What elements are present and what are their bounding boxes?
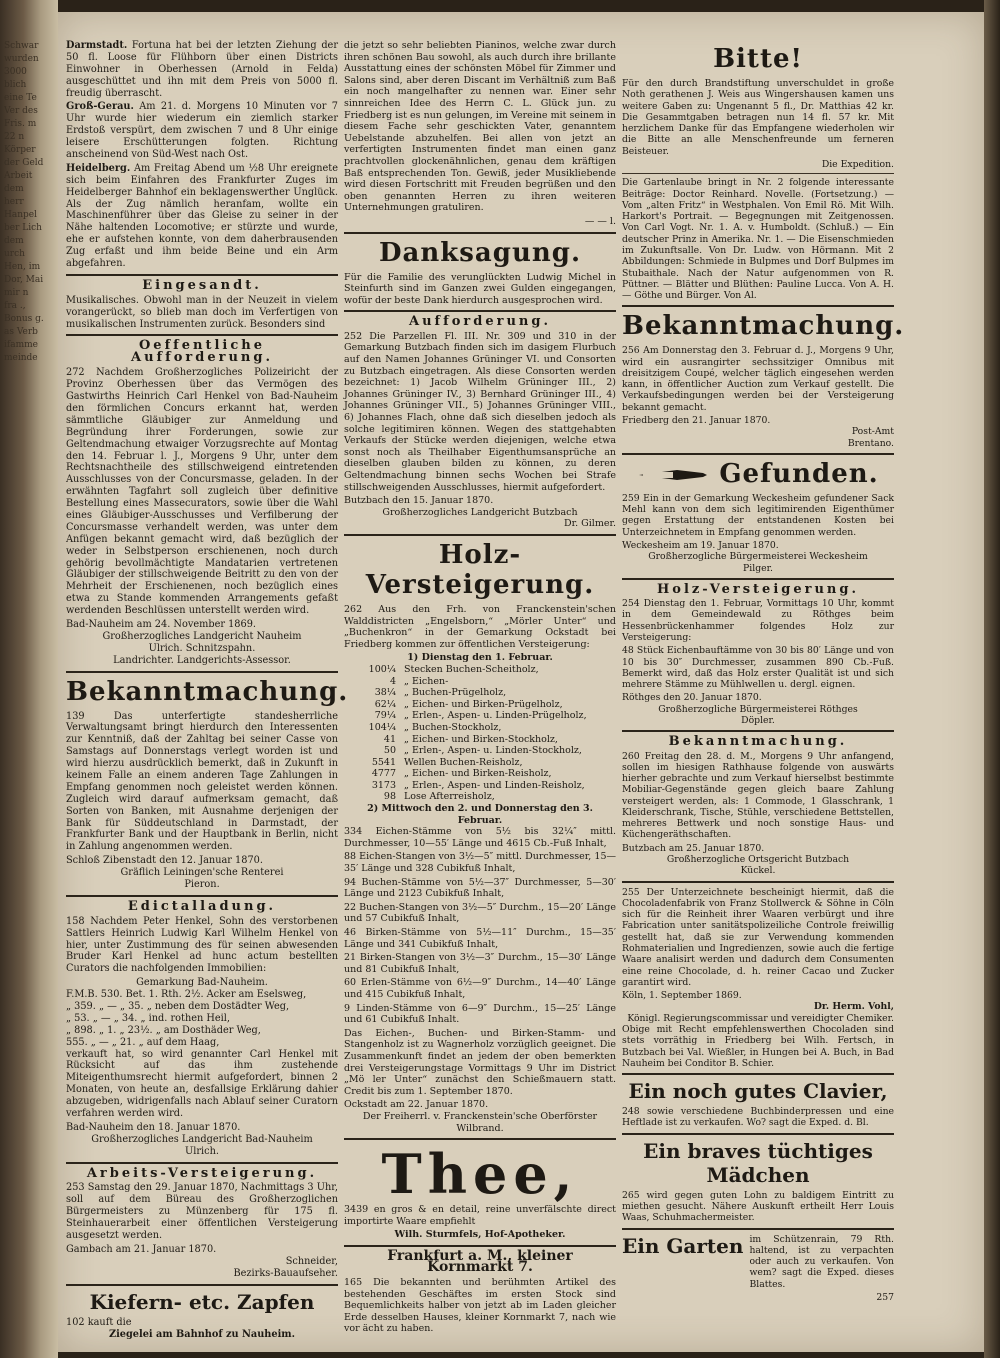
eingesandt-text: Musikalisches. Obwohl man in der Neuzeit in vielem vorangerückt, so blieb man doch im Verfertigen von musikalischen Instrumenten zurück. Besonders sind	[66, 294, 338, 330]
page-shadow	[984, 0, 1000, 1358]
aufforderung-text: 272 Nachdem Großherzogliches Polizeiricht der Provinz Oberhessen über das Vermögen des Gastwirths Heinrich Carl Henkel von Bad-Nauheim den förmlichen Concurs erkannt hat, werden sämmtliche Gläubiger zur Anmeldung und Begründung ihrer Forderungen, sowie zur Geltendmachung etwaiger Vorzugsrechte auf Montag den 14. Februar l. J., Morgens 9 Uhr, unter dem Rechtsnachtheile des stillschweigend eintretenden Ausschlusses von der Concursmasse, geladen. In der erwähnten Tagfahrt soll zugleich über definitive Bestellung eines Massecurators, sowie über die Wahl eines Gläubiger-Ausschusses und Verfilberung der Concursmasse verhandelt werden, was unter dem Anfügen bekannt gemacht wird, daß bezüglich der weder in Selbstperson erschienenen, noch durch gehörig bevollmächtigte Mandatarien vertretenen Gläubiger der stillschweigende Beitritt zu den von der Mehrheit der Erschienenen, noch bezüglich eines etwa zu Stande kommenden Arrangements gefaßt werdenden Beschlüssen unterstellt werden wird.	[66, 367, 338, 617]
bekanntmachung4-heading: Bekanntmachung.	[668, 734, 848, 750]
holz-lot	[344, 745, 616, 757]
edge-text: Schwar wurden 3000 blich eine Te Ver des Fris. m 22 n Körper der Geld Arbeit dem herr Hanpel ber Lich dem urch Hen, im Dor, Mai mir n fra ., Bonus g. as Verb ifamme meinde	[4, 41, 44, 363]
kiefern-text2: Ziegelei am Bahnhof zu Nauheim.	[108, 1328, 296, 1340]
divider	[622, 730, 894, 732]
aufforderung-roles: Landrichter. Landgerichts-Assessor.	[113, 654, 291, 666]
eingesandt-heading: Eingesandt.	[142, 277, 262, 293]
stollwerck-date: Köln, 1. September 1869.	[622, 990, 742, 1002]
page-number: 257	[876, 1291, 894, 1303]
kiefern-heading: Kiefern- etc. Zapfen	[89, 1289, 315, 1314]
divider	[344, 534, 616, 536]
holz-stem-lot: 88 Eichen-Stangen von 3½—5″ mittl. Durchmesser, 15—35′ Länge und 328 Cubikfuß Inhalt,	[344, 851, 616, 875]
arbeits-date: Gambach am 21. Januar 1870.	[66, 1243, 217, 1255]
bekanntmachung-date: Schloß Zibenstadt den 12. Januar 1870.	[66, 855, 263, 867]
holz-stem-lot: 21 Birken-Stangen von 3½—3″ Durchm., 15—30′ Länge und 81 Cubikfuß Inhalt,	[344, 952, 616, 975]
holz-lot-desc: „ Eichen- und Birken-Reisholz,	[404, 768, 552, 780]
edictal-lot: F.M.B. 530. Bet. 1. Rth. 2½. Acker am Eselsweg,	[66, 989, 307, 1001]
aufforderung2-sig: Großherzogliches Landgericht Butzbach	[382, 506, 578, 518]
holz2-name: Döpler.	[741, 714, 775, 726]
divider	[344, 232, 616, 234]
news-item	[66, 101, 338, 160]
aufforderung2-date: Butzbach den 15. Januar 1870.	[344, 495, 494, 507]
holz-lot	[344, 710, 616, 722]
divider	[622, 305, 894, 307]
divider	[622, 881, 894, 883]
stollwerck-text2: Obige mit Recht empfehlenswerthen Chocoladen sind stets vorräthig in Friedberg bei Wilh. Fertsch, in Butzbach bei Val. Wießler, in Hungen bei A. Buch, in Bad Nauheim bei Conditor B. Schier.	[622, 1023, 894, 1069]
holz-lot	[344, 780, 616, 792]
pointing-hand-icon	[637, 464, 709, 486]
holz-stem-lot: 46 Birken-Stämme von 5½—11″ Durchm., 15—35′ Länge und 341 Cubikfuß Inhalt,	[344, 927, 616, 950]
holz-lot-qty: 62¼	[374, 698, 396, 710]
column-1	[66, 40, 349, 1340]
book-edge	[0, 0, 58, 1358]
news-place: Darmstadt.	[66, 40, 128, 51]
holz-lot-qty: 98	[383, 791, 396, 803]
news-item	[66, 40, 338, 99]
holz-lot-qty: 100¼	[368, 663, 396, 675]
gefunden-title: Gefunden.	[719, 458, 879, 489]
gefunden-heading	[622, 459, 894, 489]
danksagung-text: Für die Familie des verunglückten Ludwig Michel in Steinfurth sind im Ganzen zwei Gulden eingegangen, wofür der beste Dank hierdurch ausgesprochen wird.	[344, 271, 616, 306]
holz-lot	[344, 699, 616, 711]
holz-day2: 2) Mittwoch den 2. und Donnerstag den 3. Februar.	[367, 803, 593, 826]
holz-day1: 1) Dienstag den 1. Februar.	[407, 652, 553, 664]
bekanntmachung-text: 139 Das unterfertigte standesherrliche Verwaltungsamt bringt hierdurch den Interessenten zur Kenntniß, daß der Zahltag bei seiner Casse von Samstags auf Donnerstags verlegt worden ist und wird hierzu ausdrücklich bemerkt, daß in Zukunft in keinem Falle an einem anderen Tage Zahlungen in Empfang genommen noch geleistet werden können. Zugleich wird darauf aufmerksam gemacht, daß Sorten von Banken, mit Ausnahme derjenigen der Bank für Süddeutschland in Darmstadt, der Frankfurter Bank und der Hauptbank in Berlin, nicht in Zahlung angenommen werden.	[66, 710, 338, 853]
arbeits-role: Bezirks-Bauaufseher.	[233, 1267, 338, 1279]
bekanntmachung-heading: Bekanntmachung.	[66, 676, 349, 707]
aufforderung2-text: 252 Die Parzellen Fl. III. Nr. 309 und 310 in der Gemarkung Butzbach finden sich im dasigem Flurbuch auf den Namen Johannes Grüninger VI. und Consorten zu Butzbach eingetragen. Als diese Consorten werden bezeichnet: 1) Jacob Wilhelm Grüninger III., 2) Johannes Grüninger IV., 3) Bernhard Grüninger III., 4) Johannes Grüninger VII., 5) Johannes Grüninger VIII., 6) Johannes Flach, ohne daß sich dieselben jedoch als solche legitimiren können. Wegen des stattgehabten Verkaufs der Stücke werden diejenigen, welche etwa sonst noch als Theilhaber Eigenthumsansprüche an dieselben glauben bilden zu können, zu deren Geltendmachung binnen sechs Wochen bei Strafe stillschweigenden Ausschlusses, hiermit aufgefordert.	[344, 330, 616, 493]
holz2-heading: Holz-Versteigerung.	[657, 581, 859, 597]
holz-lot	[344, 734, 616, 746]
holz2-sig: Großherzogliche Bürgermeisterei Röthges	[658, 703, 858, 715]
holz-lot-desc: „ Erlen-, Aspen- u. Linden-Prügelholz,	[404, 710, 587, 722]
bekanntmachung3-text: 256 Am Donnerstag den 3. Februar d. J., Morgens 9 Uhr, wird ein ausrangirter sechssitziger Omnibus mit dreisitzigem Coupé, welcher täglich eingesehen werden kann, in öffentlicher Auction zum Verkauf gestellt. Die Verkaufsbedingungen werden bei der Versteigerung bekannt gemacht.	[622, 345, 894, 413]
aufforderung2-name: Dr. Gilmer.	[564, 518, 616, 530]
bitte-sig: Die Expedition.	[821, 158, 894, 170]
maedchen-heading: Ein braves tüchtiges Mädchen	[643, 1138, 873, 1187]
divider	[622, 578, 894, 580]
newspaper-page	[58, 12, 984, 1352]
holz-lot-desc: „ Eichen-	[404, 675, 449, 687]
holz-stem-lot: 60 Erlen-Stämme von 6½—9″ Durchm., 14—40′ Länge und 415 Cubikfuß Inhalt,	[344, 977, 616, 1000]
edictal-text: 158 Nachdem Peter Henkel, Sohn des verstorbenen Sattlers Heinrich Ludwig Karl Wilhelm Henkel von hier, unter Zustimmung des für seinen abwesenden Bruder Karl Henkel ad hunc actum bestellten Curators die nachfolgenden Immobilien:	[66, 915, 338, 975]
holz-lot	[344, 676, 616, 688]
arbeits-heading: Arbeits-Versteigerung.	[86, 1165, 318, 1181]
edictal-text2: verkauft hat, so wird genannter Carl Henkel mit Rücksicht auf das ihm zustehende Miteigenthumsrecht hiermit aufgefordert, binnen 2 Monaten, von heute an, desfallsige Erklärung dahier abzugeben, widrigenfalls nach Ablauf seiner Curatorn verfahren werden wird.	[66, 1048, 338, 1120]
holz-lot-desc: „ Eichen- und Birken-Stockholz,	[404, 733, 558, 745]
bitte-text: Für den durch Brandstiftung unverschuldet in große Noth gerathenen J. Weis aus Wingershausen kamen uns weitere Gaben zu: Ungenannt 5 fl., Dr. Matthias 42 kr. Die Gesammtgaben betragen nun 14 fl. 57 kr. Mit herzlichem Danke für das Empfangene wiederholen wir die Bitte an alle Menschenfreunde um ferneren Beisteuer.	[622, 78, 894, 157]
holz-lot-desc: „ Buchen-Prügelholz,	[404, 687, 507, 699]
aufforderung2-heading: Aufforderung.	[409, 314, 551, 330]
clavier-text: 248 sowie verschiedene Buchbinderpressen und eine Heftlade ist zu verkaufen. Wo? sagt die Exped. d. Bl.	[622, 1106, 894, 1129]
holz-lot-desc: „ Buchen-Stockholz,	[404, 721, 502, 733]
news-text: Am Freitag Abend um ½8 Uhr ereignete sich beim Einfahren des Frankfurter Zuges im Heidelberger Bahnhof ein beklagenswerther Unglück. Als der Zug nämlich heranfam, wollte ein Maschinenführer über das Gleise zu seiner in der Nähe haltenden Locomotive; er stürzte und wurde, ehe er aufstehen konnte, von dem daherbrausenden Zug erfaßt und ihm beide Beine und ein Arm abgefahren.	[66, 162, 338, 270]
holz-lot-qty: 4777	[371, 768, 396, 780]
holz-lot	[344, 722, 616, 734]
column-2	[344, 40, 616, 1337]
gefunden-text: 259 Ein in der Gemarkung Weckesheim gefundener Sack Mehl kann von dem sich legitimirenden Eigenthümer gegen Erstattung der entstandenen Kosten bei Unterzeichnetem in Empfang genommen werden.	[622, 492, 894, 538]
aufforderung-heading: Oeffentliche Aufforderung.	[131, 338, 273, 366]
holz-lot	[344, 757, 616, 769]
bekanntmachung3-name: Brentano.	[847, 437, 894, 449]
gefunden-sig: Großherzogliche Bürgermeisterei Weckesheim	[648, 551, 868, 563]
holz-text: 262 Aus den Frh. von Franckenstein'schen Walddistricten „Engelsborn,“ „Mörler Unter“ und „Buchenkron“ in der Gemarkung Ockstadt bei Friedberg kommen zur öffentlichen Versteigerung:	[344, 603, 616, 650]
divider	[66, 671, 338, 673]
holz-lots	[344, 664, 616, 803]
holz-lot-desc: Lose Afterreisholz,	[404, 791, 495, 803]
bekanntmachung3-heading: Bekanntmachung.	[622, 311, 905, 342]
column-3	[622, 40, 905, 1303]
divider	[622, 1228, 894, 1230]
holz2-text: 254 Dienstag den 1. Februar, Vormittags 10 Uhr, kommt in dem Gemeindewald zu Röthges beim Hessenbrückenhammer folgendes Holz zur Versteigerung:	[622, 598, 894, 643]
divider	[344, 1138, 616, 1140]
bekanntmachung3-sig: Post-Amt	[851, 426, 894, 438]
garten-ad	[622, 1234, 894, 1292]
aufforderung-date: Bad-Nauheim am 24. November 1869.	[66, 618, 257, 630]
bekanntmachung4-sig: Großherzogliche Ortsgericht Butzbach	[666, 854, 850, 866]
aufforderung-court: Großherzogliches Landgericht Nauheim	[102, 630, 302, 642]
bekanntmachung4-date: Butzbach am 25. Januar 1870.	[622, 842, 765, 854]
edictal-lots	[66, 989, 338, 1048]
edictal-date: Bad-Nauheim den 18. Januar 1870.	[66, 1121, 241, 1133]
thee-heading: Thee,	[381, 1142, 579, 1207]
holz-lot-qty: 79¼	[374, 710, 396, 722]
holz-stem-lot: 334 Eichen-Stämme von 5½ bis 32¼″ mittl. Durchmesser, 10—55′ Länge und 4615 Cb.-Fuß Inhalt,	[344, 826, 616, 849]
bekanntmachung3-date: Friedberg den 21. Januar 1870.	[622, 415, 771, 427]
edictal-heading: Edictalladung.	[127, 898, 277, 914]
aufforderung-signers: Ulrich. Schnitzspahn.	[148, 642, 256, 654]
holz-lot-desc: Stecken Buchen-Scheitholz,	[404, 663, 539, 675]
divider	[344, 1245, 616, 1247]
holz-lot	[344, 687, 616, 699]
bekanntmachung-sig: Gräflich Leiningen'sche Renterei	[120, 867, 284, 879]
divider	[66, 274, 338, 276]
divider	[622, 1073, 894, 1075]
holz-text2: Das Eichen-, Buchen- und Birken-Stamm- und Stangenholz ist zu Wagnerholz vorzüglich geeignet. Die Zusammenkunft findet an jedem der oben bemerkten drei Versteigerungstage Vormittags 9 Uhr im District „Mö ler Unter“ zunächst den Schießmauern statt. Credit bis zum 1. September 1870.	[344, 1027, 616, 1097]
pianino-text: die jetzt so sehr beliebten Pianinos, welche zwar durch ihren schönen Bau sowohl, als auch durch ihre brillante Ausstattung eines der schönsten Möbel für Zimmer und Salons sind, aber deren Discant im Verhältniß zum Baß ein noch mangelhafter zu nennen war. Einer sehr sinnreichen Idee des Herrn C. L. Glück jun. zu Friedberg ist es nun gelungen, im Vereine mit seinem in diesem Fache sehr geschickten Vater, genanntem Uebelstande abzuhelfen. Bei allen von jetzt an verfertigten Instrumenten findet man einen ganz prachtvollen glockenähnlichen, genau dem kräftigen Baß entsprechenden Ton. Gewiß, jeder Musikliebende wird diesen Fortschritt mit Freuden begrüßen und den oben genannten Herren zu ihren weiteren Unternehmungen gratuliren.	[344, 40, 616, 214]
holz-stem-lot: 22 Buchen-Stangen von 3½—5″ Durchm., 15—20′ Länge und 57 Cubikfuß Inhalt,	[344, 901, 616, 925]
news-text: Am 21. d. Morgens 10 Minuten vor 7 Uhr wurde hier wiederum ein ziemlich starker Erdstoß verspürt, dem zwischen 7 und 8 Uhr einige leisere Erschütterungen folgten. Richtung anscheinend von Süd-West nach Ost.	[66, 101, 338, 161]
edictal-name: Ulrich.	[185, 1145, 219, 1157]
bekanntmachung-name: Pieron.	[184, 879, 220, 890]
holz-lot-qty: 38¼	[374, 687, 396, 699]
holz-lot-qty: 4	[389, 675, 396, 687]
holz2-text2: 48 Stück Eichenbauftämme von 30 bis 80′ Länge und von 10 bis 30″ Durchmesser, zusammen 890 Cb.-Fuß. Bemerkt wird, daß das Holz erster Qualität ist und sich mehrere Stämme zu Mühlwellen u. dergl. eignen.	[622, 645, 894, 691]
edictal-lot: „ 359. „ — „ 35. „ neben dem Dostädter Weg,	[66, 1001, 290, 1013]
bekanntmachung4-text: 260 Freitag den 28. d. M., Morgens 9 Uhr anfangend, sollen im hiesigen Rathhause folgende von auswärts hierher gebrachte und zum Verkauf hierselbst bestimmte Mobiliar-Gegenstände gegen gleich baare Zahlung versteigert werden, als: 1 Commode, 1 Glasschrank, 1 Kleiderschrank, Tische, Stühle, verschiedene Bettstellen, mehreres Bettwerk und noch sonstige Haus- und Küchengeräthschaften.	[622, 750, 894, 841]
news-place: Heidelberg.	[66, 162, 131, 174]
divider	[622, 173, 894, 174]
holz-lot	[344, 664, 616, 676]
holz-sig: Der Freiherrl. v. Franckenstein'sche Oberförster	[362, 1110, 598, 1122]
pianino-sig: — — l.	[584, 215, 616, 227]
edictal-lot: „ 898. „ 1. „ 23½. „ am Dosthäder Weg,	[66, 1024, 261, 1036]
holz-lot-qty: 5541	[371, 756, 396, 768]
holz-heading: Holz-Versteigerung.	[365, 539, 595, 600]
stollwerck-role: Königl. Regierungscommissar und vereidigter Chemiker.	[627, 1012, 894, 1024]
arbeits-name: Schneider,	[285, 1255, 338, 1267]
gefunden-name: Pilger.	[743, 562, 773, 574]
clavier-heading: Ein noch gutes Clavier,	[628, 1079, 888, 1104]
bekanntmachung4-name: Kückel.	[740, 865, 776, 877]
stollwerck-text: 255 Der Unterzeichnete bescheinigt hiermit, daß die Chocoladenfabrik von Franz Stollwerck & Söhne in Cöln sich für die Reinheit ihrer Waaren verbürgt und ihre Fabrication unter sanitätspolizeiliche Controle freiwillig gestellt hat, daß sie zur Verwendung kommenden Rohmaterialien und Ingredienzen, sowie auch die fertige Waare analisirt werden und dadurch dem Consumenten eine reine Chocolade, d. h. reiner Cacao und Zucker garantirt wird.	[622, 886, 894, 988]
news-list	[66, 40, 338, 270]
holz-lot-qty: 104¼	[368, 721, 396, 733]
frankfurt-heading: Frankfurt a. M., kleiner Kornmarkt 7.	[387, 1247, 573, 1276]
arbeits-text: 253 Samstag den 29. Januar 1870, Nachmittags 3 Uhr, soll auf dem Büreau des Großherzoglichen Bürgermeisters zu Münzenberg für 175 fl. Steinhauerarbeit einer öffentlichen Versteigerung ausgesetzt werden.	[66, 1182, 338, 1242]
garten-text: im Schützenrain, 79 Rth. haltend, ist zu verpachten oder auch zu verkaufen. Von wem? sagt die Exped. dieses Blattes.	[749, 1233, 894, 1290]
holz-lot-qty: 41	[383, 733, 396, 745]
edictal-lot: „ 53. „ — „ 34. „ ind. rothen Heil,	[66, 1012, 230, 1024]
danksagung-heading: Danksagung.	[378, 237, 581, 268]
edictal-lot: 555. „ — „ 21. „ auf dem Haag,	[66, 1036, 220, 1048]
divider	[66, 1162, 338, 1164]
gartenlaube-text: Die Gartenlaube bringt in Nr. 2 folgende interessante Beiträge: Doctor Reinhard. Novelle. (Fortsetzung.) — Vom „alten Fritz“ in Westphalen. Von Emil Rö. Mit Wilh. Harkort's Portrait. — Begegnungen mit Zeitgenossen. Von Carl Vogt. Nr. 1. A. v. Humboldt. (Schluß.) — Ein deutscher Prinz in Amerika. Nr. 1. — Die Eisenschmieden im Zukunftsalle. Von Dr. Ludw. von Hörmann. Mit 2 Abbildungen: Schmiede in Bulpmes und Dorf Bulpmes im Stubaithale. Nach der Natur aufgenommen von R. Püttner. — Blätter und Blüthen: Pauline Lucca. Von A. H. — Göthe und Bürger. Von Al.	[622, 177, 894, 302]
holz-lot-qty: 3173	[371, 779, 396, 791]
stollwerck-name: Dr. Herm. Vohl,	[813, 1001, 894, 1013]
thee-text: 3439 en gros & en detail, reine unverfälschte direct importirte Waare empfiehlt	[344, 1204, 616, 1227]
holz-name: Wilbrand.	[456, 1122, 504, 1134]
divider	[622, 1133, 894, 1135]
holz2-date: Röthges den 20. Januar 1870.	[622, 692, 762, 704]
thee-sig: Wilh. Sturmfels, Hof-Apotheker.	[394, 1229, 566, 1241]
frankfurt-text: 165 Die bekannten und berühmten Artikel des bestehenden Geschäftes im ersten Stock sind Bequemlichkeits halber von jetzt ab im Laden gleicher Erde desselben Hauses, kleiner Kornmarkt 7, nach wie vor ächt zu haben.	[344, 1277, 616, 1335]
news-place: Groß-Gerau.	[66, 101, 134, 113]
maedchen-text: 265 wird gegen guten Lohn zu baldigem Eintritt zu miethen gesucht. Nähere Auskunft ertheilt Herr Louis Waas, Schuhmachermeister.	[622, 1189, 894, 1224]
edictal-sig: Großherzogliches Landgericht Bad-Nauheim	[91, 1133, 313, 1145]
holz-lot	[344, 791, 616, 803]
holz-lot-qty: 50	[383, 745, 396, 757]
holz-lot-desc: „ Erlen-, Aspen- und Linden-Reisholz,	[404, 779, 585, 791]
holz-lot-desc: „ Eichen- und Birken-Prügelholz,	[404, 698, 563, 710]
holz-lot	[344, 768, 616, 780]
divider	[66, 895, 338, 897]
gefunden-date: Weckesheim am 19. Januar 1870.	[622, 540, 779, 551]
holz-stem-lot: 9 Linden-Stämme von 6—9″ Durchm., 15—25′ Länge und 61 Cubikfuß Inhalt.	[344, 1002, 616, 1026]
news-item	[66, 163, 338, 270]
divider	[66, 1284, 338, 1286]
holz-date: Ockstadt am 22. Januar 1870.	[344, 1099, 489, 1111]
divider	[66, 334, 338, 336]
holz-stems	[344, 826, 616, 1026]
divider	[622, 453, 894, 455]
divider	[344, 310, 616, 312]
garten-heading: Ein Garten	[622, 1233, 744, 1258]
holz-stem-lot: 94 Buchen-Stämme von 5½—37″ Durchmesser, 5—30′ Länge und 2123 Cubikfuß Inhalt,	[344, 876, 616, 900]
holz-lot-desc: Wellen Buchen-Reisholz,	[404, 756, 523, 768]
bitte-heading: Bitte!	[713, 44, 803, 74]
news-text: Fortuna hat bei der letzten Ziehung der 50 fl. Loose für Flühborn über einen Districts Einwohner in Oberhessen (Arnold in Felda) ausgeschüttet und ihn mit dem Preis von 5000 fl. freudig überrascht.	[66, 40, 338, 99]
edictal-sub: Gemarkung Bad-Nauheim.	[136, 977, 268, 989]
kiefern-text: 102 kauft die	[66, 1316, 132, 1328]
holz-lot-desc: „ Erlen-, Aspen- u. Linden-Stockholz,	[404, 745, 582, 757]
